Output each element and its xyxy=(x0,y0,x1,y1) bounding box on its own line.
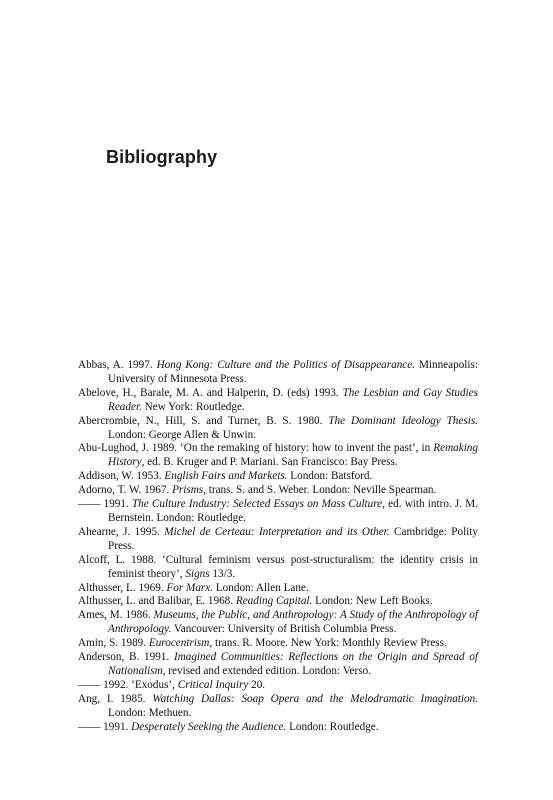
entry-author-year: Abu-Lughod, J. 1989. ‘On the remaking of history: how to invent the past’, in xyxy=(78,442,434,455)
entry-title: Remaking History xyxy=(108,442,478,469)
entry-publication: , revised and extended edition. London: Verso. xyxy=(162,664,371,677)
entry-title: Eurocentrism xyxy=(148,637,210,650)
bibliography-entry xyxy=(78,554,478,582)
entry-author-year: Althusser, L. 1969. xyxy=(78,581,167,594)
bibliography-entry xyxy=(78,387,478,415)
bibliography-entry xyxy=(78,415,478,443)
entry-title: Signs xyxy=(185,567,210,580)
entry-title: Museums, the Public, and Anthropology: A Study of the Anthropology of Anthropology. xyxy=(108,609,478,636)
bibliography-entry xyxy=(78,498,478,526)
entry-publication: , ed. B. Kruger and P. Mariani. San Francisco: Bay Press. xyxy=(141,456,398,469)
page-title: Bibliography xyxy=(106,147,218,167)
bibliography-entry xyxy=(78,470,478,484)
entry-title: The Culture Industry: Selected Essays on Mass Culture xyxy=(131,498,383,511)
entry-author-year: Ang, I. 1985. xyxy=(78,692,153,705)
bibliography-entry xyxy=(78,595,478,609)
bibliography-entry xyxy=(78,637,478,651)
entry-title: Hong Kong: Culture and the Politics of Disappearance. xyxy=(156,359,416,371)
entry-author-year: Addison, W. 1953. xyxy=(78,470,165,483)
entry-author-year: Abbas, A. 1997. xyxy=(78,359,157,371)
entry-title: The Lesbian and Gay Studies Reader. xyxy=(108,386,478,413)
bibliography-list xyxy=(78,359,478,734)
entry-title: Watching Dallas: Soap Opera and the Melodramatic Imagination. xyxy=(152,692,478,705)
entry-title: Imagined Communities: Reflections on the Origin and Spread of Nationalism xyxy=(108,651,478,677)
entry-author-year: Abelove, H., Barale, M. A. and Halperin, D. (eds) 1993. xyxy=(78,386,343,399)
bibliography-entry xyxy=(78,679,478,693)
bibliography-entry xyxy=(78,582,478,596)
entry-author-year: —— 1991. xyxy=(78,498,132,511)
entry-publication: , trans. S. and S. Weber. London: Neville Spearman. xyxy=(203,484,437,497)
entry-publication: London: Routledge. xyxy=(286,720,379,733)
entry-publication: Cambridge: Polity Press. xyxy=(108,525,478,552)
entry-title: Michel de Certeau: Interpretation and its Other. xyxy=(164,525,390,538)
bibliography-entry xyxy=(78,693,478,721)
bibliography-entry xyxy=(78,484,478,498)
entry-publication: London: Allen Lane. xyxy=(213,581,309,594)
bibliography-entry xyxy=(78,651,478,679)
entry-publication: 20. xyxy=(248,678,266,691)
entry-title: Prisms xyxy=(172,484,204,497)
entry-title: The Dominant Ideology Thesis. xyxy=(328,414,478,427)
entry-publication: , trans. R. Moore. New York: Monthly Review Press. xyxy=(209,637,447,650)
entry-author-year: Adorno, T. W. 1967. xyxy=(78,484,173,497)
entry-author-year: Anderson, B. 1991. xyxy=(78,651,174,664)
entry-publication: Vancouver: University of British Columbia Press. xyxy=(171,623,397,636)
bibliography-entry xyxy=(78,442,478,470)
bibliography-entry xyxy=(78,359,478,387)
entry-title: Critical Inquiry xyxy=(177,678,249,691)
entry-author-year: Amin, S. 1989. xyxy=(78,637,149,650)
entry-publication: , ed. with intro. J. M. Bernstein. London: Routledge. xyxy=(108,498,478,524)
entry-author-year: Abercrombie, N., Hill, S. and Turner, B. S. 1980. xyxy=(78,414,329,427)
bibliography-entry xyxy=(78,609,478,637)
entry-publication: 13/3. xyxy=(209,567,236,580)
entry-author-year: Alcoff, L. 1988. ‘Cultural feminism versus post-structuralism: the identity crisis in feminist theory’, xyxy=(78,553,478,580)
entry-publication: London: Methuen. xyxy=(108,706,192,719)
entry-title: Desperately Seeking the Audience. xyxy=(131,720,287,733)
entry-title: For Marx. xyxy=(166,581,214,594)
entry-publication: London: George Allen & Unwin. xyxy=(108,428,257,441)
entry-publication: Minneapolis: University of Minnesota Press. xyxy=(108,359,478,385)
entry-author-year: Ames, M. 1986. xyxy=(78,609,154,622)
bibliography-entry xyxy=(78,721,478,735)
entry-title: Reading Capital. xyxy=(235,595,313,608)
entry-publication: London: Batsford. xyxy=(287,470,373,483)
entry-author-year: Althusser, L. and Balibar, E. 1968. xyxy=(78,595,236,608)
entry-author-year: —— 1992. ‘Exodus’, xyxy=(78,678,178,691)
entry-title: English Fairs and Markets. xyxy=(164,470,288,483)
entry-author-year: —— 1991. xyxy=(78,720,132,733)
entry-publication: London: New Left Books. xyxy=(312,595,433,608)
bibliography-entry xyxy=(78,526,478,554)
entry-author-year: Ahearne, J. 1995. xyxy=(78,525,165,538)
entry-publication: New York: Routledge. xyxy=(141,400,245,413)
